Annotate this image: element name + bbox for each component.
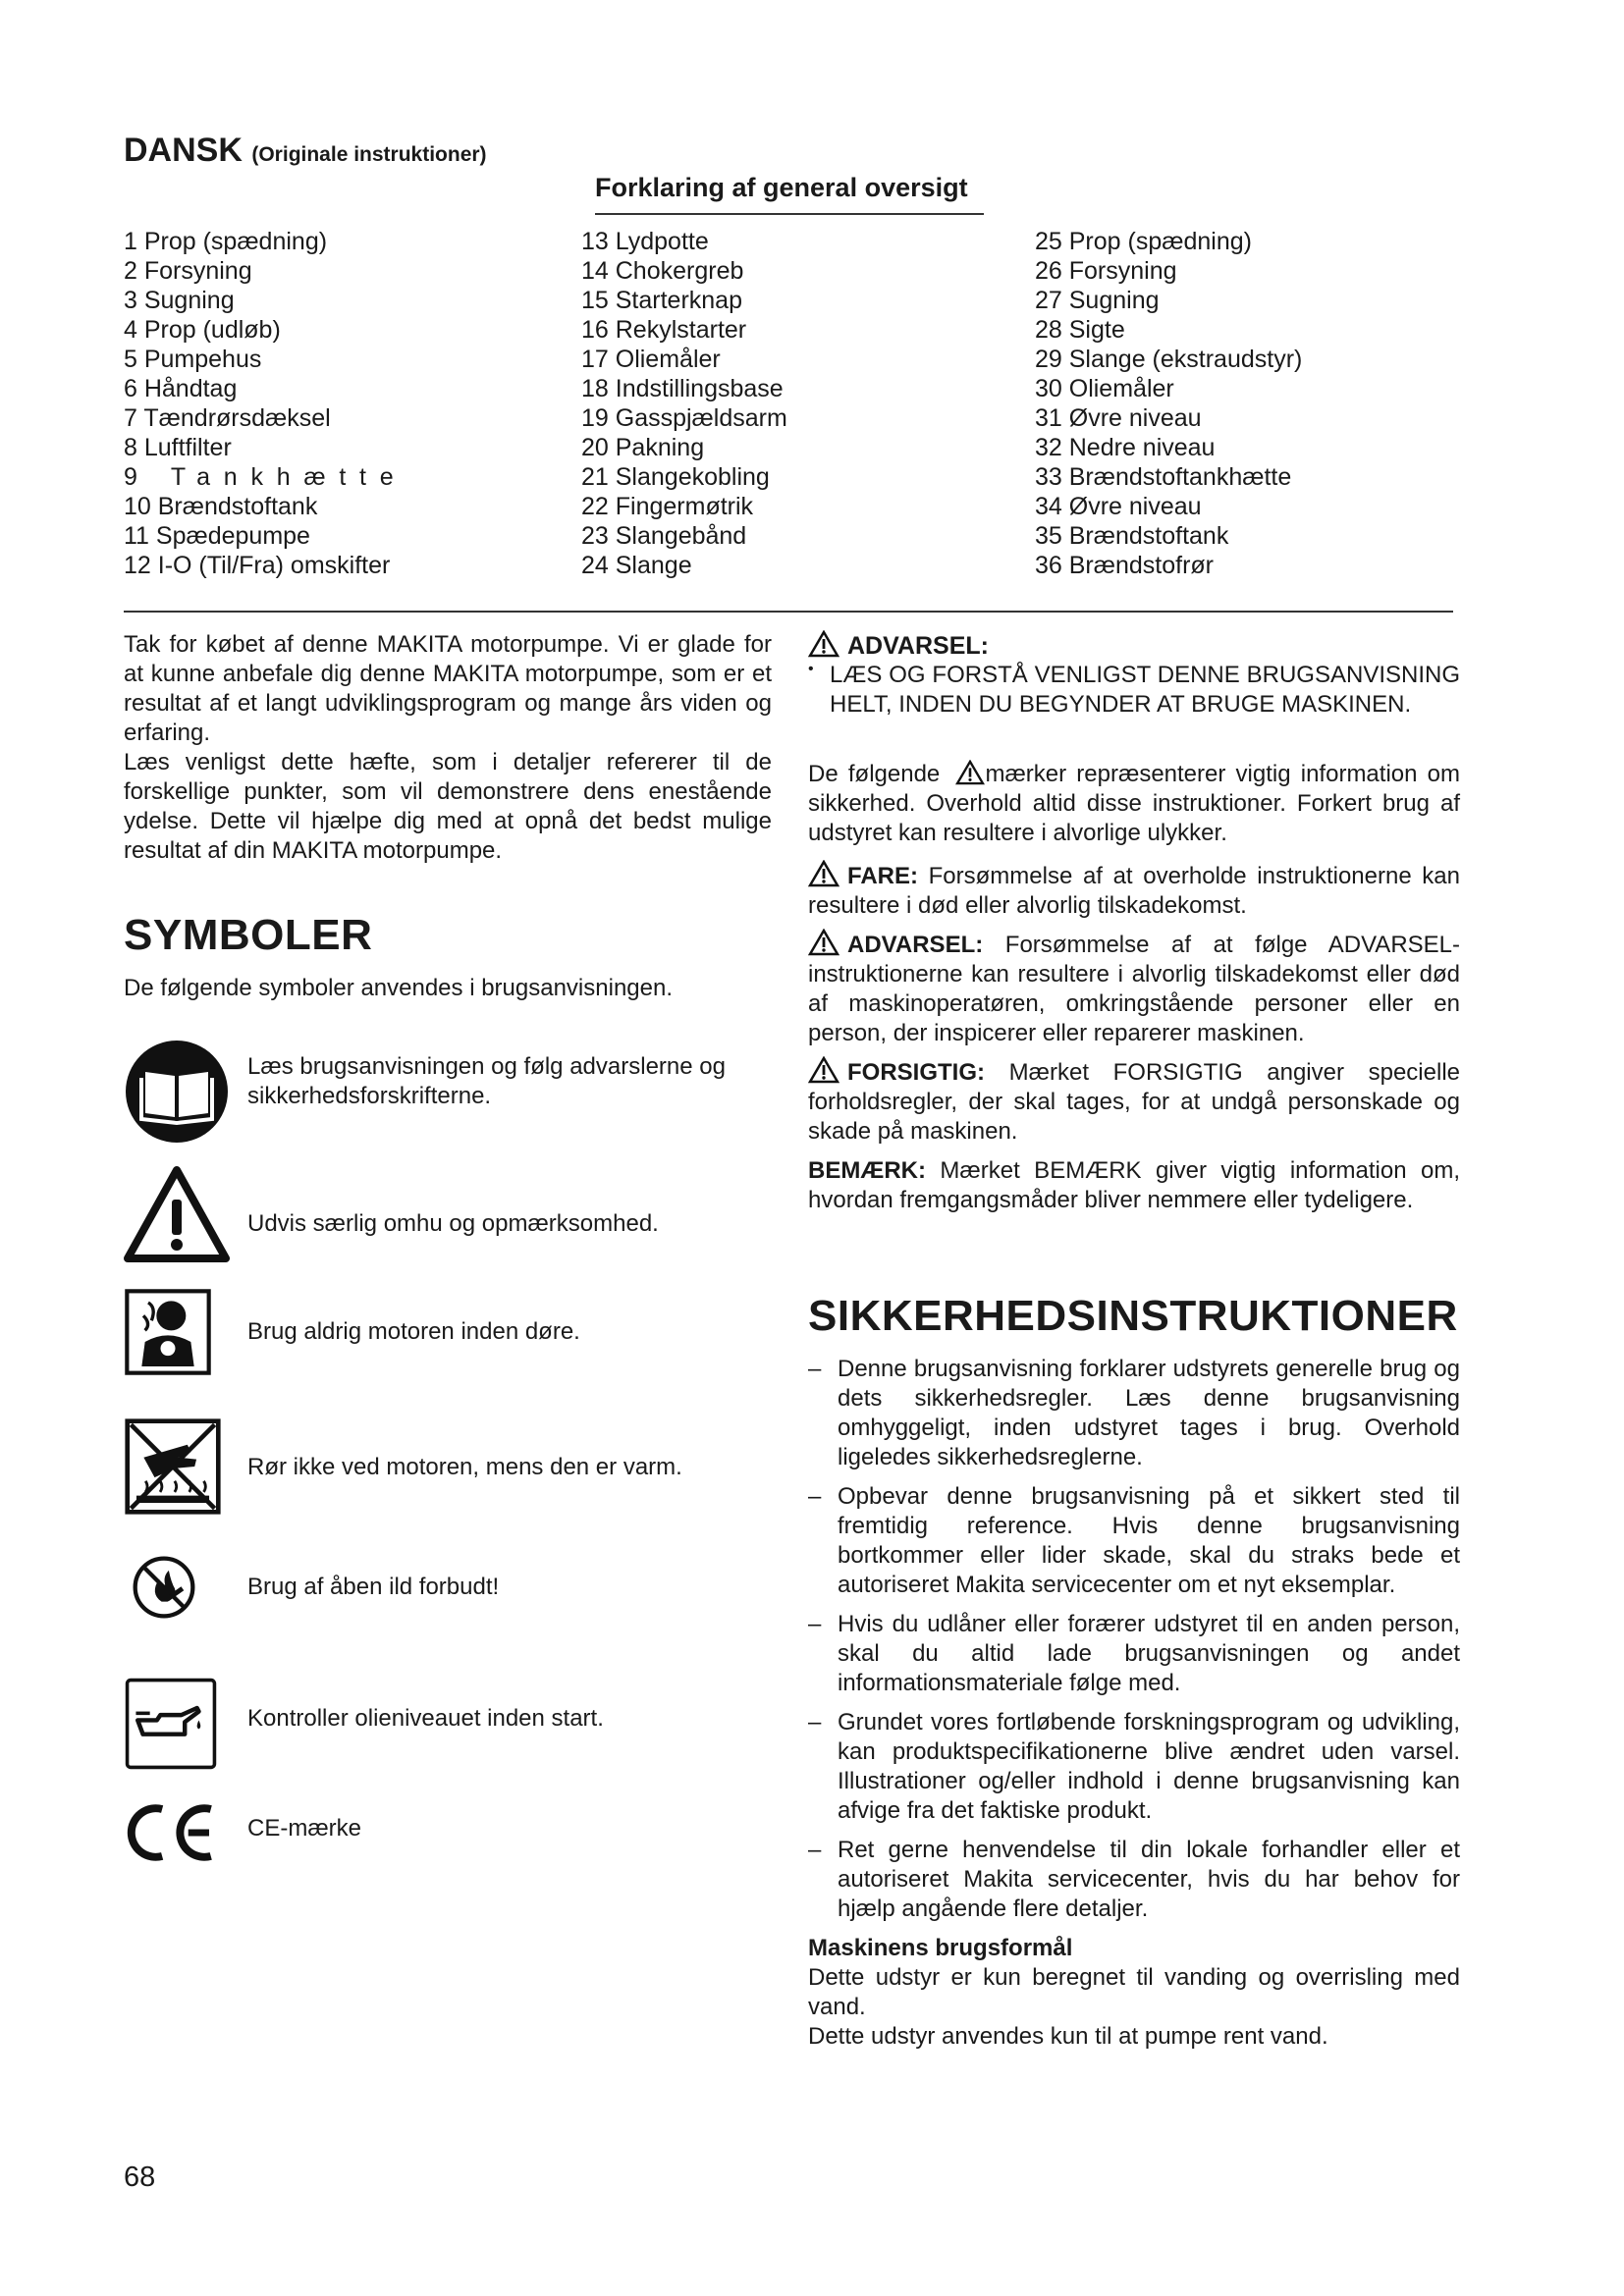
advarsel-2-label: ADVARSEL: — [847, 932, 984, 958]
part-item: 29 Slange (ekstraudstyr) — [1035, 346, 1303, 373]
intro-paragraph-2: Læs venligst dette hæfte, som i detaljer refererer til de forskellige punkter, som vil demonstrere dens enestående ydelse. Dette vil hjælpe dig med at opnå det bedst mulige resultat af din MAKITA motorpumpe. — [124, 749, 772, 864]
symbols-intro: De følgende symboler anvendes i brugsanvisningen. — [124, 975, 673, 1001]
part-item: 26 Forsyning — [1035, 257, 1177, 285]
purpose-paragraph-1: Dette udstyr er kun beregnet til vanding og overrisling med vand. — [808, 1964, 1460, 2020]
no-open-flame-icon — [132, 1555, 196, 1620]
bemaerk-label: BEMÆRK: — [808, 1157, 926, 1184]
symbol-text: Udvis særlig omhu og opmærksomhed. — [247, 1210, 659, 1237]
safety-item — [808, 1482, 1460, 1600]
warning-triangle-icon — [124, 1164, 230, 1270]
part-item: 10 Brændstoftank — [124, 493, 318, 520]
language-note: (Originale instruktioner) — [251, 143, 487, 166]
safety-item-text: Denne brugsanvisning forklarer udstyrets generelle brug og dets sikkerhedsregler. Læs denne brugsanvisning omhyggeligt, inden udstyret tages i brug. Overhold ligeledes sikkerhedsreglerne. — [838, 1356, 1460, 1470]
section-divider — [124, 611, 1453, 613]
forsigtig-label: FORSIGTIG: — [847, 1059, 985, 1086]
safety-item-text: Ret gerne henvendelse til din lokale forhandler eller et autoriseret Makita servicecenter, hvis du har behov for hjælp angående flere detaljer. — [838, 1837, 1460, 1922]
purpose-heading: Maskinens brugsformål — [808, 1935, 1073, 1961]
part-item: 2 Forsyning — [124, 257, 252, 285]
part-item: 25 Prop (spædning) — [1035, 228, 1252, 255]
symbol-text: Kontroller olieniveauet inden start. — [247, 1705, 604, 1732]
part-item: 14 Chokergreb — [581, 257, 744, 285]
marks-pre-text: De følgende — [808, 761, 941, 787]
part-item: 36 Brændstofrør — [1035, 552, 1215, 579]
advarsel-block — [808, 630, 1460, 720]
part-item: 33 Brændstoftankhætte — [1035, 463, 1292, 491]
hot-surface-icon — [124, 1417, 222, 1516]
ce-mark-icon — [124, 1802, 218, 1863]
overview-title: Forklaring af general oversigt — [595, 173, 968, 202]
dash-marker: – — [808, 1837, 822, 1863]
part-item: 18 Indstillingsbase — [581, 375, 784, 402]
part-item: 5 Pumpehus — [124, 346, 262, 373]
symbol-row-ce — [124, 1802, 752, 1910]
part-item: 8 Luftfilter — [124, 434, 232, 461]
warning-triangle-icon — [808, 860, 839, 887]
part-item: 3 Sugning — [124, 287, 235, 314]
safety-item — [808, 1355, 1460, 1472]
part-item: 1 Prop (spædning) — [124, 228, 328, 255]
parts-column-3 — [1035, 227, 1487, 580]
fare-paragraph — [808, 860, 1460, 921]
part-item: 11 Spædepumpe — [124, 522, 310, 550]
language-heading — [124, 132, 487, 170]
part-item: 30 Oliemåler — [1035, 375, 1174, 402]
overview-underline — [595, 213, 984, 215]
advarsel-text: LÆS OG FORSTÅ VENLIGST DENNE BRUGSANVISNING HELT, INDEN DU BEGYNDER AT BRUGE MASKINEN. — [830, 662, 1460, 718]
symbol-row-hot-surface — [124, 1417, 752, 1525]
marks-post-text: mærker repræsenterer vigtig information om sikkerhed. Overhold altid disse instruktioner. Forkert brug af udstyret kan resultere i alvorlige ulykker. — [808, 761, 1460, 846]
warning-triangle-icon — [955, 760, 985, 785]
parts-column-1 — [124, 227, 585, 580]
warning-triangle-icon — [808, 630, 839, 658]
symbol-text: Rør ikke ved motoren, mens den er varm. — [247, 1454, 682, 1480]
part-item: 13 Lydpotte — [581, 228, 709, 255]
dash-marker: – — [808, 1356, 822, 1382]
part-item: 20 Pakning — [581, 434, 705, 461]
safety-item-text: Hvis du udlåner eller forærer udstyret til en anden person, skal du altid lade brugsanvisningen og andet informationsmateriale følge med. — [838, 1611, 1460, 1696]
bullet-marker: • — [808, 661, 814, 677]
read-manual-icon — [124, 1039, 230, 1145]
dash-marker: – — [808, 1483, 822, 1510]
advarsel-2-text: Forsømmelse af at følge ADVARSEL-instruktionerne kan resultere i alvorlig tilskadekomst eller død af maskinoperatøren, omkringstående personer eller en person, der inspicerer eller reparerer maskinen. — [808, 932, 1461, 1046]
symbol-text: Læs brugsanvisningen og følg advarslerne og sikkerhedsforskrifterne. — [247, 1053, 726, 1109]
warning-triangle-icon — [808, 929, 839, 956]
part-item: 22 Fingermøtrik — [581, 493, 754, 520]
part-item: 6 Håndtag — [124, 375, 238, 402]
symbol-row-oil-level — [124, 1677, 752, 1785]
fare-text: Forsømmelse af at overholde instruktionerne kan resultere i død eller alvorlig tilskadekomst. — [808, 863, 1460, 919]
parts-column-2 — [581, 227, 1013, 580]
safety-heading: SIKKERHEDSINSTRUKTIONER — [808, 1292, 1458, 1340]
part-item: 34 Øvre niveau — [1035, 493, 1202, 520]
part-item: 17 Oliemåler — [581, 346, 721, 373]
symbol-row-read-manual — [124, 1039, 752, 1147]
bemaerk-paragraph — [808, 1156, 1460, 1215]
symbol-text: Brug af åben ild forbudt! — [247, 1574, 500, 1600]
advarsel-heading — [808, 630, 1460, 661]
safety-item — [808, 1610, 1460, 1698]
forsigtig-paragraph — [808, 1056, 1460, 1147]
warning-triangle-icon — [808, 1056, 839, 1084]
forsigtig-text: Mærket FORSIGTIG angiver specielle forholdsregler, der skal tages, for at undgå personskade og skade på maskinen. — [808, 1059, 1460, 1145]
symbol-text: CE-mærke — [247, 1815, 362, 1842]
symbol-row-no-flame — [124, 1555, 752, 1663]
part-item: 23 Slangebånd — [581, 522, 747, 550]
part-item: 12 I-O (Til/Fra) omskifter — [124, 552, 391, 579]
symbols-heading: SYMBOLER — [124, 911, 373, 959]
part-item: 4 Prop (udløb) — [124, 316, 281, 344]
part-item: 9 Tankhætte — [124, 463, 407, 491]
safety-item-text: Opbevar denne brugsanvisning på et sikkert sted til fremtidig reference. Hvis denne brugsanvisning bortkommer eller lider skade, skal du straks bede et autoriseret Makita servicecenter om et nyt eksemplar. — [838, 1483, 1460, 1598]
safety-item-text: Grundet vores fortløbende forskningsprogram og udvikling, kan produktspecifikationerne blive ændret uden varsel. Illustrationer og/eller indhold i denne brugsanvisning kan afvige fra det faktiske produkt. — [838, 1709, 1460, 1824]
dash-marker: – — [808, 1611, 822, 1637]
dash-marker: – — [808, 1709, 822, 1735]
advarsel-2-paragraph — [808, 929, 1460, 1048]
page-number: 68 — [124, 2162, 156, 2193]
safety-item — [808, 1836, 1460, 1924]
oil-level-icon — [124, 1677, 218, 1771]
part-item: 21 Slangekobling — [581, 463, 770, 491]
part-item: 35 Brændstoftank — [1035, 522, 1229, 550]
fare-label: FARE: — [847, 863, 918, 889]
part-item: 19 Gasspjældsarm — [581, 404, 787, 432]
part-item: 27 Sugning — [1035, 287, 1160, 314]
intro-paragraph-1: Tak for købet af denne MAKITA motorpumpe. Vi er glade for at kunne anbefale dig denne MAKITA motorpumpe, som er et resultat af et langt udviklingsprogram og mange års viden og erfaring. — [124, 631, 772, 746]
no-indoor-use-icon — [124, 1288, 212, 1376]
symbol-row-warning — [124, 1164, 752, 1272]
part-item: 7 Tændrørsdæksel — [124, 404, 331, 432]
part-item: 24 Slange — [581, 552, 692, 579]
advarsel-label: ADVARSEL: — [847, 632, 989, 660]
part-item: 32 Nedre niveau — [1035, 434, 1216, 461]
part-item: 16 Rekylstarter — [581, 316, 747, 344]
advarsel-bullet-item — [808, 661, 1460, 720]
safety-item — [808, 1708, 1460, 1826]
part-item: 31 Øvre niveau — [1035, 404, 1202, 432]
symbol-text: Brug aldrig motoren inden døre. — [247, 1318, 580, 1345]
marks-paragraph — [808, 760, 1460, 848]
part-item: 28 Sigte — [1035, 316, 1125, 344]
safety-list — [808, 1355, 1460, 2052]
part-item: 15 Starterknap — [581, 287, 742, 314]
symbol-row-no-indoor — [124, 1288, 752, 1396]
purpose-paragraph-2: Dette udstyr anvendes kun til at pumpe rent vand. — [808, 2023, 1328, 2050]
language-label: DANSK — [124, 132, 243, 169]
bemaerk-text: Mærket BEMÆRK giver vigtig information om, hvordan fremgangsmåder bliver nemmere eller tydeligere. — [808, 1157, 1460, 1213]
